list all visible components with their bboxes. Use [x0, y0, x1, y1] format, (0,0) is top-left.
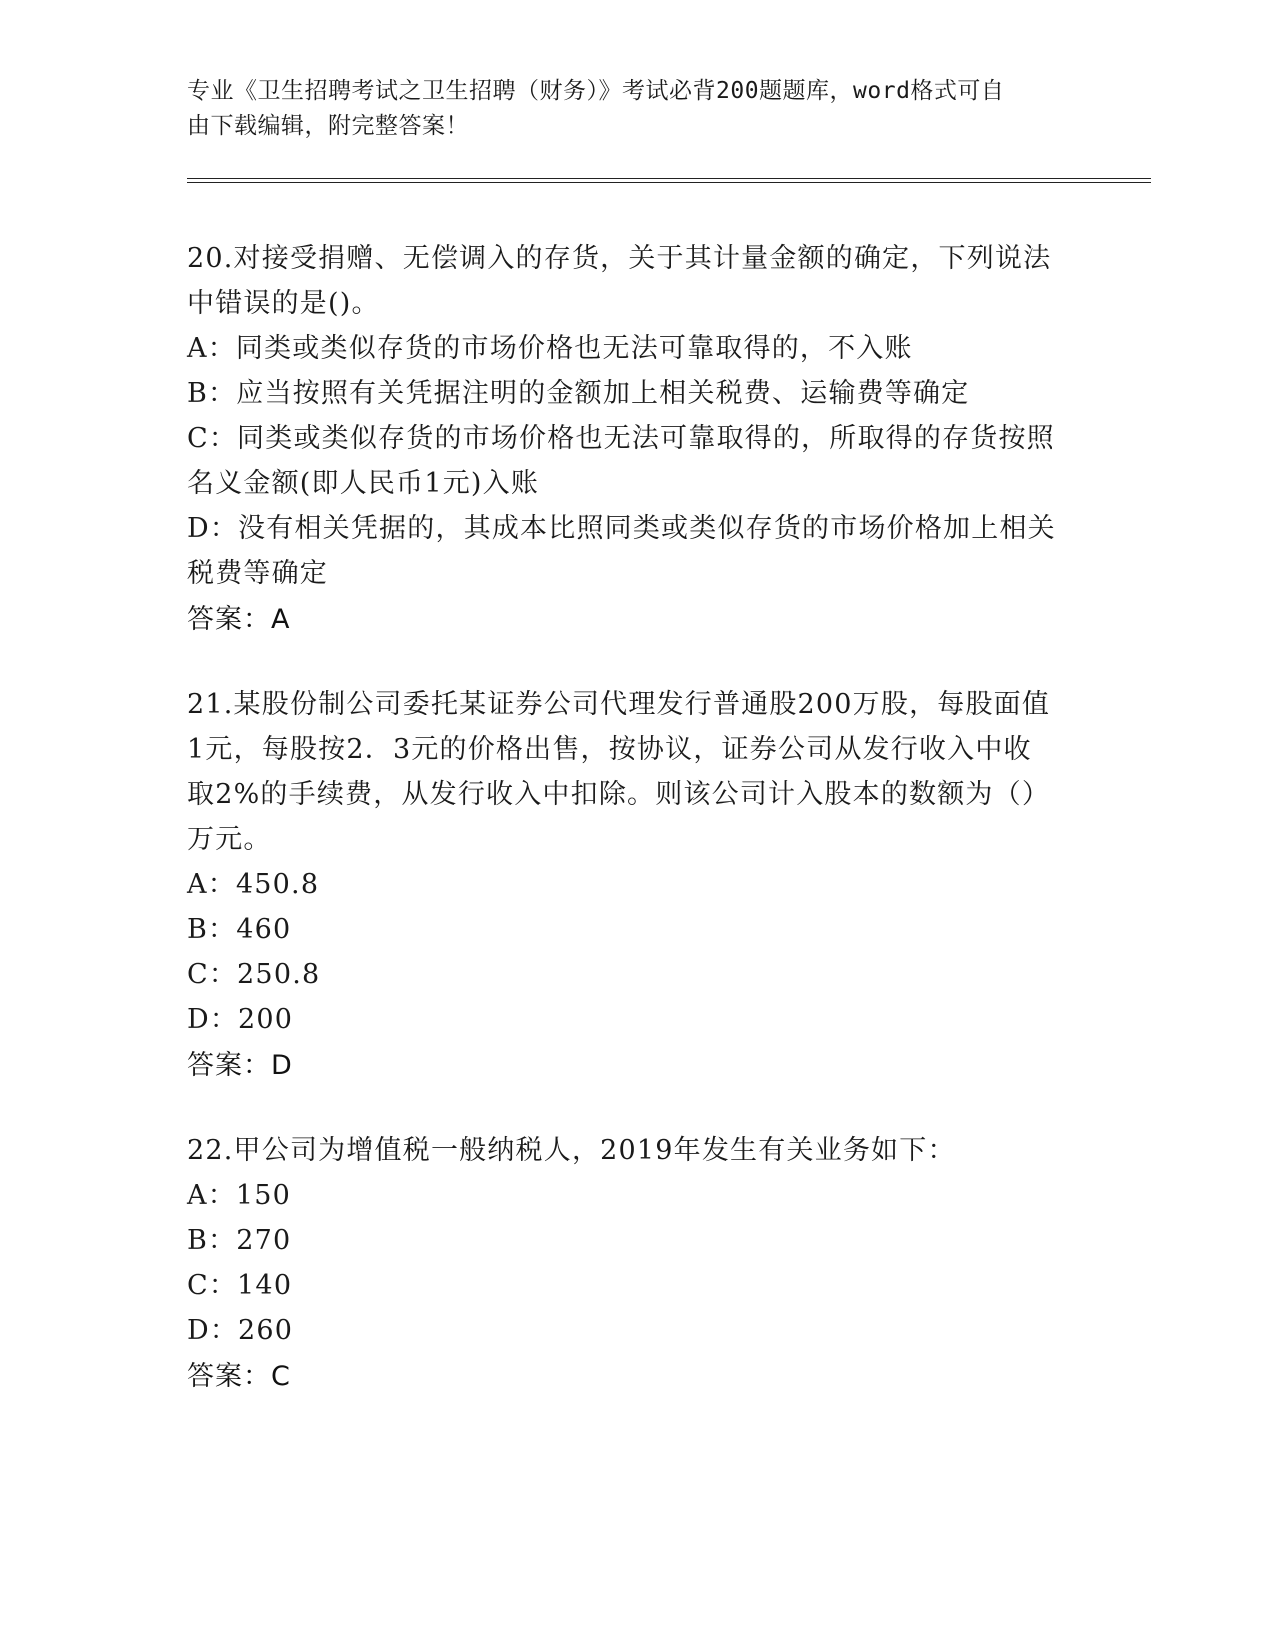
option-c: C：140	[187, 1270, 293, 1301]
question-stem-line: 20.对接受捐赠、无偿调入的存货，关于其计量金额的确定，下列说法	[187, 243, 1052, 274]
answer: 答案：D	[187, 1050, 293, 1081]
header-line-1: 专业《卫生招聘考试之卫生招聘（财务）》考试必背200题题库，word格式可自	[187, 78, 1005, 104]
option-a: A：450.8	[187, 869, 320, 900]
question-stem-line: 中错误的是()。	[187, 288, 380, 319]
option-b: B：460	[187, 914, 292, 945]
question-21	[187, 682, 1077, 1088]
option-c: C：同类或类似存货的市场价格也无法可靠取得的，所取得的存货按照	[187, 423, 1055, 454]
option-d: D：200	[187, 1004, 294, 1035]
answer: 答案：C	[187, 1361, 291, 1392]
header-divider	[187, 178, 1151, 183]
question-stem-line: 万元。	[187, 824, 272, 855]
option-a: A：同类或类似存货的市场价格也无法可靠取得的，不入账	[187, 333, 913, 364]
document-header	[187, 74, 1077, 144]
option-b: B：应当按照有关凭据注明的金额加上相关税费、运输费等确定	[187, 378, 970, 409]
question-list	[187, 236, 1077, 1439]
option-c-continued: 名义金额(即人民币1元)入账	[187, 468, 540, 499]
option-d-continued: 税费等确定	[187, 558, 328, 589]
option-d: D：没有相关凭据的，其成本比照同类或类似存货的市场价格加上相关	[187, 513, 1056, 544]
question-stem-line: 取2%的手续费，从发行收入中扣除。则该公司计入股本的数额为（）	[187, 779, 1051, 810]
answer: 答案：A	[187, 604, 291, 635]
question-20	[187, 236, 1077, 642]
question-stem-line: 1元，每股按2．3元的价格出售，按协议，证券公司从发行收入中收	[187, 734, 1032, 765]
question-22	[187, 1128, 1077, 1399]
question-stem-line: 22.甲公司为增值税一般纳税人，2019年发生有关业务如下：	[187, 1135, 956, 1166]
question-stem-line: 21.某股份制公司委托某证券公司代理发行普通股200万股，每股面值	[187, 689, 1051, 720]
option-b: B：270	[187, 1225, 292, 1256]
option-d: D：260	[187, 1315, 294, 1346]
option-c: C：250.8	[187, 959, 321, 990]
option-a: A：150	[187, 1180, 292, 1211]
header-line-2: 由下载编辑，附完整答案！	[187, 113, 469, 139]
